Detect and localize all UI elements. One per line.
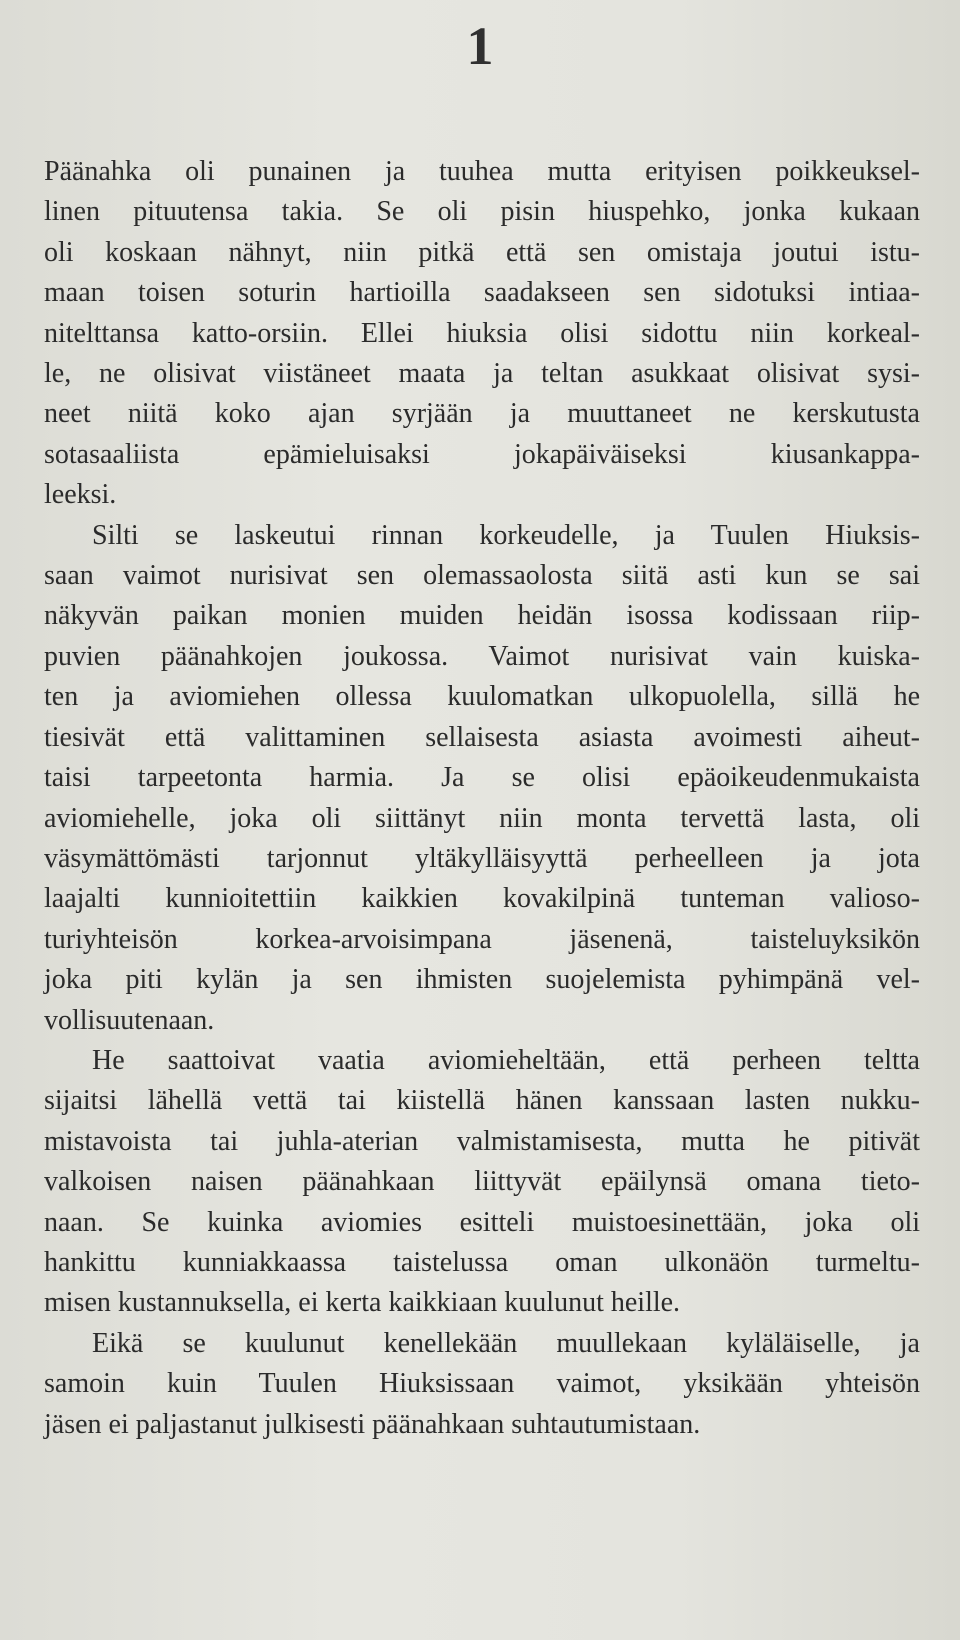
text-line: tiesivät että valittaminen sellaisesta asiasta avoimesti aiheut- — [44, 721, 920, 753]
paragraph-2 — [44, 516, 920, 1041]
text-line: laajalti kunnioitettiin kaikkien kovakilpinä tunteman valioso- — [44, 883, 920, 915]
text-line: taisi tarpeetonta harmia. Ja se olisi epäoikeudenmukaista — [44, 762, 920, 794]
text-line: misen kustannuksella, ei kerta kaikkiaan kuulunut heille. — [44, 1287, 681, 1319]
text-line: jäsen ei paljastanut julkisesti päänahkaan suhtautumistaan. — [44, 1408, 701, 1440]
chapter-number: 1 — [466, 16, 494, 76]
text-line: valkoisen naisen päänahkaan liittyvät epäilynsä omana tieto- — [44, 1166, 920, 1198]
paragraph-3 — [44, 1041, 920, 1324]
text-line: ten ja aviomiehen ollessa kuulomatkan ulkopuolella, sillä he — [44, 681, 920, 713]
text-line: saan vaimot nurisivat sen olemassaolosta siitä asti kun se sai — [44, 560, 920, 592]
text-line: maan toisen soturin hartioilla saadakseen sen sidotuksi intiaa- — [44, 277, 920, 309]
text-line: le, ne olisivat viistäneet maata ja teltan asukkaat olisivat sysi- — [44, 358, 920, 390]
text-line: sijaitsi lähellä vettä tai kiistellä hänen kanssaan lasten nukku- — [44, 1085, 920, 1117]
text-line: näkyvän paikan monien muiden heidän isossa kodissaan riip- — [44, 600, 920, 632]
text-line: puvien päänahkojen joukossa. Vaimot nurisivat vain kuiska- — [44, 640, 920, 672]
text-line: väsymättömästi tarjonnut yltäkylläisyyttä perheelleen ja jota — [44, 842, 920, 874]
text-line: oli koskaan nähnyt, niin pitkä että sen omistaja joutui istu- — [44, 236, 920, 268]
text-line: hankittu kunniakkaassa taistelussa oman ulkonäön turmeltu- — [44, 1246, 920, 1278]
text-line: aviomiehelle, joka oli siittänyt niin monta tervettä lasta, oli — [44, 802, 920, 834]
text-line: joka piti kylän ja sen ihmisten suojelemista pyhimpänä vel- — [44, 964, 920, 996]
paragraph-1 — [44, 152, 920, 516]
text-line: samoin kuin Tuulen Hiuksissaan vaimot, yksikään yhteisön — [44, 1368, 920, 1400]
text-line: He saattoivat vaatia aviomieheltään, että perheen teltta — [92, 1044, 920, 1076]
text-line: mistavoista tai juhla-aterian valmistamisesta, mutta he pitivät — [44, 1125, 920, 1157]
text-line: Silti se laskeutui rinnan korkeudelle, ja Tuulen Hiuksis- — [92, 519, 920, 551]
text-line: Päänahka oli punainen ja tuuhea mutta erityisen poikkeuksel- — [44, 156, 920, 187]
text-line: Eikä se kuulunut kenellekään muullekaan kyläläiselle, ja — [92, 1327, 920, 1359]
text-line: turiyhteisön korkea-arvoisimpana jäsenenä, taisteluyksikön — [44, 923, 920, 955]
text-line: naan. Se kuinka aviomies esitteli muistoesinettään, joka oli — [44, 1206, 920, 1238]
paragraph-4 — [44, 1324, 920, 1445]
text-line: vollisuutenaan. — [44, 1004, 215, 1036]
chapter-body — [44, 152, 920, 1445]
text-line: neet niitä koko ajan syrjään ja muuttaneet ne kerskutusta — [44, 398, 920, 430]
text-line: linen pituutensa takia. Se oli pisin hiuspehko, jonka kukaan — [44, 196, 920, 228]
text-line: sotasaaliista epämieluisaksi jokapäiväiseksi kiusankappa- — [44, 438, 920, 470]
text-line: nitelttansa katto-orsiin. Ellei hiuksia olisi sidottu niin korkeal- — [44, 317, 920, 349]
text-line: leeksi. — [44, 479, 117, 511]
